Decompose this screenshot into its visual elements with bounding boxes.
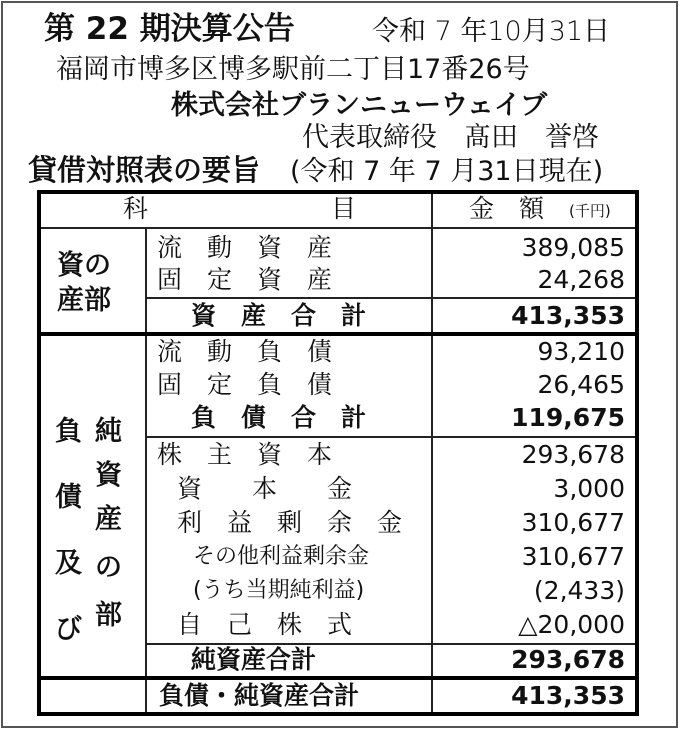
liabilities-total-amount: 119,675 (511, 403, 625, 432)
header-unit: (千円) (569, 202, 611, 220)
assets-group-line-2: 産部 (57, 285, 111, 316)
row-label: 株 主 資 本 (157, 440, 333, 469)
row-label: 固 定 負 債 (157, 370, 333, 399)
row-label: 固 定 資 産 (157, 265, 333, 294)
row-amount: 310,677 (521, 508, 625, 537)
group-char: 及 (55, 548, 82, 579)
header-item-1: 科 (123, 194, 149, 223)
row-label: 自 己 株 式 (177, 610, 353, 639)
assets-total-amount: 413,353 (511, 301, 625, 330)
assets-total-label: 資 産 合 計 (191, 301, 367, 330)
row-amount: 26,465 (537, 370, 625, 399)
liabilities-total-label: 負 債 合 計 (191, 403, 367, 432)
row-label: 流 動 負 債 (157, 337, 333, 366)
row-amount: 389,085 (521, 233, 625, 262)
group-char: 負 (55, 416, 82, 447)
net-assets-total-amount: 293,678 (511, 645, 625, 674)
group-char: 産 (95, 504, 122, 535)
row-amount: 3,000 (553, 474, 625, 503)
row-label: 利 益 剰 余 金 (177, 508, 403, 537)
group-char: 債 (55, 482, 82, 513)
notice-date: 令和 7 年10月31日 (372, 16, 611, 47)
divider (41, 227, 635, 229)
row-amount: 24,268 (537, 265, 625, 294)
row-amount: 310,677 (521, 542, 625, 571)
row-label: 流 動 資 産 (157, 233, 333, 262)
row-label: 資 本 金 (177, 474, 353, 503)
group-char: 純 (95, 416, 122, 447)
company-address: 福岡市博多区博多駅前二丁目17番26号 (56, 54, 530, 85)
group-char: び (55, 614, 82, 645)
assets-group-label (57, 252, 111, 314)
row-label: (うち当期純利益) (193, 578, 365, 603)
assets-group-line-1: 資の (57, 250, 111, 281)
divider (431, 194, 433, 712)
header-amount: 金 額 (469, 194, 545, 223)
company-name: 株式会社ブランニューウェイブ (171, 90, 548, 121)
row-amount: 93,210 (537, 337, 625, 366)
balance-sheet-table (37, 190, 639, 716)
group-char: 資 (95, 460, 122, 491)
statement-date: (令和 7 年 7 月31日現在) (290, 156, 604, 187)
row-amount: 293,678 (521, 440, 625, 469)
representative: 代表取締役 髙田 誉啓 (302, 122, 599, 153)
divider (145, 228, 147, 712)
row-label: その他利益剰余金 (193, 544, 370, 569)
group-char: 部 (95, 600, 122, 631)
header-item-2: 目 (331, 194, 357, 223)
liabilities-group-label-right (95, 418, 122, 629)
statement-title: 貸借対照表の要旨 (28, 153, 261, 187)
net-assets-total-label: 純資産合計 (191, 645, 317, 674)
group-char: の (95, 552, 122, 583)
row-amount: (2,433) (533, 576, 625, 605)
notice-title: 第 22 期決算公告 (44, 11, 295, 47)
liabilities-group-label-left (55, 418, 82, 643)
grand-total-label: 負債・純資産合計 (159, 681, 360, 710)
grand-total-amount: 413,353 (511, 681, 625, 710)
row-amount: △20,000 (518, 610, 625, 639)
